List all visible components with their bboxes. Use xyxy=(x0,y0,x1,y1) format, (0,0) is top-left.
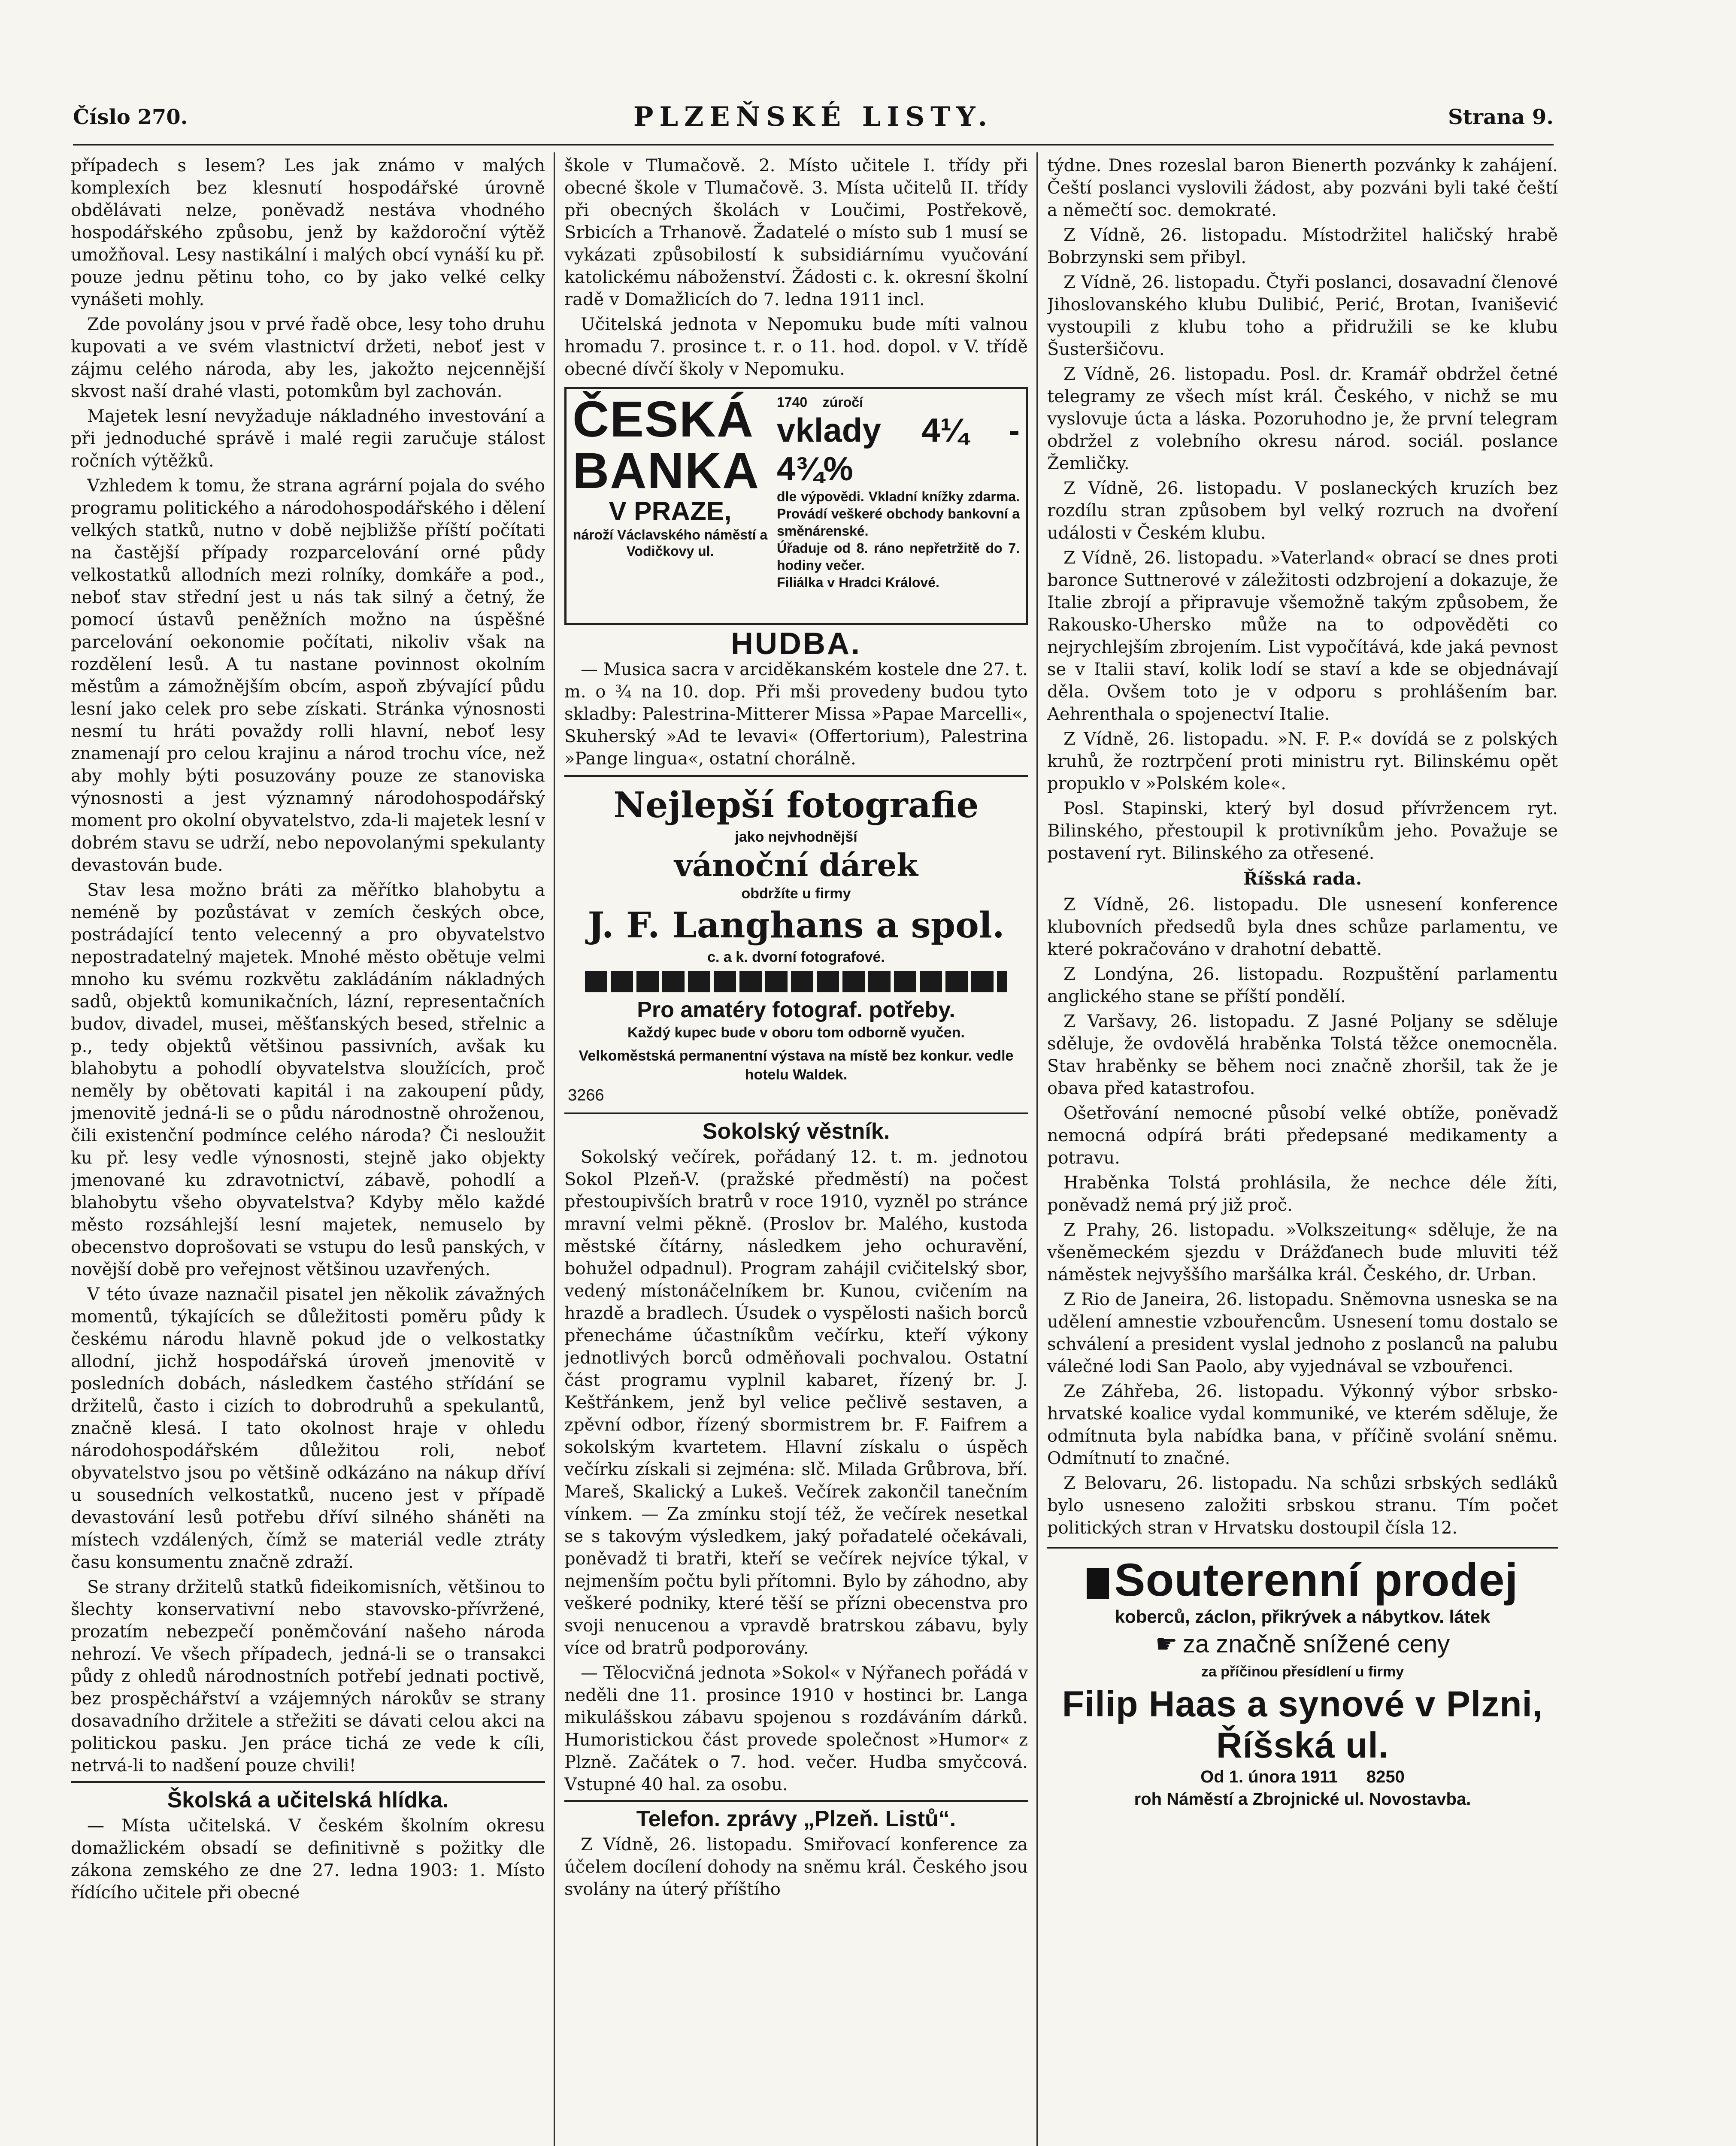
column-divider xyxy=(1036,152,1038,2146)
ad-ceska-banka xyxy=(564,387,1028,625)
sout-corner: roh Náměstí a Zbrojnické ul. Novostavba. xyxy=(1134,1790,1471,1809)
column-1 xyxy=(71,155,545,2146)
column-divider xyxy=(554,152,555,2146)
bank-terms: dle výpovědi. Vkladní knížky zdarma. Provádí veškeré obchody bankovní a směnárenské. xyxy=(777,489,1020,539)
bank-name-1: ČESKÁ xyxy=(573,391,754,448)
section-heading-sokol: Sokolský věstník. xyxy=(702,1119,890,1144)
article-paragraph: Z Rio de Janeira, 26. listopadu. Sněmovna usneska se na udělení amnestie vzbouřencům. Usnesení tomu dostalo se schválení a president vyslal jednoho z poslanců na palubu válečné lodi San Paolo, aby vyjednával se vzbouřenci. xyxy=(1047,1290,1558,1376)
article-paragraph: Se strany držitelů statků fideikomisních, většinou to šlechty konservativní nebo stavovsko-přívržené, prozatím nebezpečí poněmčování našeho národa nehrozí. Ve všech případech, jedná-li se o transakci půdy z ohledů národnostních potřebí jednati poctivě, bez prospěchářství a vzájemných nárokův se strany dosavadního držitele a střežiti se dávati celou akci na politickou pasku. Jen práce tichá ze vede k cíli, netrvá-li to nadšení pouze chvili! xyxy=(71,1577,545,1776)
article-paragraph: Z Varšavy, 26. listopadu. Z Jasné Poljany se sděluje sděluje, že ovdovělá hraběnka Tolstá těžce onemocněla. Stav hraběnky se během noci značně zhoršil, tak že je obava před katastrofou. xyxy=(1047,1012,1558,1098)
header-rule xyxy=(73,144,1554,145)
article-paragraph: Z Prahy, 26. listopadu. »Volkszeitung« sděluje, že na všeněmeckém sjezdu v Drážďanech bude mluviti též náměstek nejvyššího maršálka král. Českého, dr. Urban. xyxy=(1047,1220,1558,1285)
sout-reason: za příčinou přesídlení u firmy xyxy=(1201,1664,1404,1680)
section-rule xyxy=(564,1800,1028,1802)
sout-items: koberců, záclon, přikrývek a nábytkov. látek xyxy=(1115,1606,1491,1627)
photo-ad-line: obdržíte u firmy xyxy=(741,885,851,902)
sout-from: Od 1. února 1911 xyxy=(1200,1767,1338,1786)
sout-firm: Filip Haas a synové v Plzni, Říšská ul. xyxy=(1062,1684,1543,1765)
article-paragraph: škole v Tlumačově. 2. Místo učitele I. třídy při obecné škole v Tlumačově. 3. Místa učitelů II. třídy při obecných školách v Loučimi, Postřekově, Srbicích a Trhanově. Žadatelé o místo sub 1 musí se vykázati způsobilostí k subsidiárnímu vyučování katolickému náboženství. Žádosti c. k. okresní školní radě v Domažlicích do 7. ledna 1911 incl. xyxy=(564,156,1028,309)
column-3 xyxy=(1047,155,1558,2146)
bank-year: 1740 xyxy=(777,394,808,410)
article-paragraph: Učitelská jednota v Nepomuku bude míti valnou hromadu 7. prosince t. r. o 11. hod. dopol. v V. třídě obecné dívčí školy v Nepomuku. xyxy=(564,315,1028,379)
section-heading-skolska: Školská a učitelská hlídka. xyxy=(167,1788,449,1813)
photo-ad-course: Každý kupec bude v oboru tom odborně vyučen. xyxy=(627,1025,965,1041)
article-paragraph: Posl. Stapinski, který byl dosud přívržencem ryt. Bilinského, přestoupil k protivníkům jeho. Považuje se postavení ryt. Bilinského za otřesené. xyxy=(1047,799,1558,863)
photo-ad-gift: vánoční dárek xyxy=(674,847,918,883)
article-paragraph: Zde povolány jsou v prvé řadě obce, lesy toho druhu kupovati a ve svém vlastnictví držeti, neboť jest v zájmu celého národa, aby les, jakožto nejcennější skvost naší drahé vlasti, potomkům byl zachován. xyxy=(71,315,545,401)
ad-number: 8250 xyxy=(1366,1767,1405,1786)
bank-zuroci: zúročí xyxy=(822,394,863,410)
article-paragraph: Vzhledem k tomu, že strana agrární pojala do svého programu politického a národohospodářského i dělení velkých statků, nutno v době nejbližše příští počítati na častější případy rozparcelování orné půdy velkostatků allodních mezi rolníky, domkáře a pod., neboť stav střední jest u nás tak silný a četný, že pomocí ústavů peněžních možno na úspěšné parcelování oekonomie počítati, nikoliv však na rozdělení lesů. A tu nastane povinnost okolním městům a zámožnějším obcím, aspoň zbývající půdu lesní jako celek pro sebe získati. Stránka výnosnosti nesmí tu hráti považdy rolli hlavní, neboť lesy znamenají pro celou krajinu a národ trochu více, než aby mohly býti posuzovány pouze ze stanoviska výnosnosti a jest významný národohospodářský moment pro okolní obyvatelstvo, zda-li majetek lesní v dobrém stavu se udrží, nebo nepovolanými spekulanty devastován bude. xyxy=(71,476,545,875)
bank-name-2: BANKA xyxy=(573,443,760,499)
article-paragraph: — Tělocvičná jednota »Sokol« v Nýřanech pořádá v neděli dne 11. prosince 1910 v hostinci br. Langa mikulášskou zábavu spojenou s rozdáváním dárků. Humoristickou část provede společnost »Humor« z Plzně. Začátek o 7. hod. večer. Hudba smyčcová. Vstupné 40 hal. za osobu. xyxy=(564,1663,1028,1794)
article-paragraph: Z Vídně, 26. listopadu. Dle usnesení konference klubovních předsedů byla dnes schůze parlamentu, ve které pokračováno v drahotní debattě. xyxy=(1047,895,1558,959)
article-paragraph: Z Vídně, 26. listopadu. »N. F. P.« dovídá se z polských kruhů, že roztrpčení proti ministru ryt. Bilinskému opět propuklo v »Polském kole«. xyxy=(1047,729,1558,794)
masthead xyxy=(73,101,1554,148)
bank-hours: Úřaduje od 8. ráno nepřetržitě do 7. hodiny večer. xyxy=(777,540,1020,573)
photo-ad-expo: Velkoměstská permanentní výstava na místě bez konkur. vedle hotelu Waldek. xyxy=(579,1048,1014,1083)
issue-number: Číslo 270. xyxy=(73,105,188,129)
section-rule xyxy=(71,1781,545,1783)
article-paragraph: Z Vídně, 26. listopadu. V poslaneckých kruzích bez rozdílu stran způsobem byl velký rozruch na dvoření události v Českém klubu. xyxy=(1047,479,1558,543)
article-paragraph: Z Vídně, 26. listopadu. Místodržitel haličský hrabě Bobrzynski sem přibyl. xyxy=(1047,225,1558,267)
ad-number: 3266 xyxy=(568,1086,604,1104)
article-paragraph: Z Vídně, 26. listopadu. »Vaterland« obrací se dnes proti baronce Suttnerové v záležitosti odzbrojení a dokazuje, že Italie zbrojí a připravuje všemožně takým způsobem, že Rakousko-Uhersko může na to odpověděti co nejrychlejším zbrojením. List vypočítává, kde jaká pevnost se v Italii staví, kolik lodí se staví a kde se objednávají děla. Ovšem toto je v odporu s prohlášením bar. Aehrenthala o spojenectví Italie. xyxy=(1047,548,1558,724)
page-number: Strana 9. xyxy=(1448,105,1554,129)
article-paragraph: Ošetřování nemocné působí velké obtíže, poněvadž nemocná odpírá bráti předepsané medikamenty a potravu. xyxy=(1047,1103,1558,1168)
ad-langhans-photo xyxy=(564,775,1028,1114)
column-2 xyxy=(564,155,1028,2146)
photo-ad-court: c. a k. dvorní fotografové. xyxy=(707,949,885,965)
bank-city: V PRAZE, xyxy=(609,497,732,526)
newspaper-title: PLZEŇSKÉ LISTY. xyxy=(633,101,994,132)
article-paragraph: případech s lesem? Les jak známo v malých komplexích bez klesnutí hospodářské úrovně obdělávati nelze, poněvadž nestáva vhodného hospodářského způsobu, jenž by každoroční výtěž umožňoval. Lesy nastikální i malých obcí vynáší ku př. pouze jednu pětinu toho, co by jako velké celky vynášeti mohly. xyxy=(71,156,545,309)
ad-souterenni-prodej xyxy=(1047,1547,1558,1816)
bank-address: nároží Václavského náměstí a Vodičkovy ul. xyxy=(573,527,768,559)
section-heading-telefon: Telefon. zprávy „Plzeň. Listů“. xyxy=(636,1807,956,1831)
sout-title: Souterenní prodej xyxy=(1114,1554,1518,1606)
bank-rate: vklady 4¼ - 4¾% xyxy=(777,411,1020,488)
article-paragraph: Stav lesa možno bráti za měřítko blahobytu a neméně by pozůstávat v zemích českých obce, postrádající tento velecenný a pro obyvatelstvo nepostradatelný majetek. Mnohé město obětuje velmi mnoho ku svému rozkvětu zakládáním nákladných sadů, objektů komunikačních, lázní, representačních budov, divadel, musei, měšťanských besed, střelnic a p., tedy objektů většinou passivních, avšak ku blahobytu a pohodlí obyvatelstva sloužících, proč neměly by obětovati kapitál i na zakoupení půdy, jmenovitě jedná-li se o půdu národnostně ohroženou, čili existenční podmínce celého národa? Či nesloužit ku př. lesy vedle výnosnosti, stejně jako objekty jmenované ku zdravotnictví, zábavě, pohodlí a blahobytu všeho obyvatelstva? Kdyby mělo každé město rozsáhlejší lesní majetek, nemuselo by obecenstvo doprošovati se vstupu do lesů panských, v novější době pro veřejnost většinou uzavřených. xyxy=(71,880,545,1279)
article-paragraph: Ze Záhřeba, 26. listopadu. Výkonný výbor srbsko-hrvatské koalice vydal kommuniké, ve kterém sděluje, že odmítnuta byla nabídka bana, v příčině svolání sněmu. Odmítnutí to značné. xyxy=(1047,1382,1558,1468)
article-paragraph: Z Vídně, 26. listopadu. Smiřovací konference za účelem docílení dohody na sněmu král. Českého jsou svolány na úterý příštího xyxy=(564,1835,1028,1899)
article-paragraph: týdne. Dnes rozeslal baron Bienerth pozvánky k zahájení. Čeští poslanci vyslovili žádost, aby pozváni byli také čeští a němečtí soc. demokraté. xyxy=(1047,156,1558,220)
decorative-bar xyxy=(585,971,1007,992)
article-paragraph: — Místa učitelská. V českém školním okresu domažlickém obsadí se definitivně s požitky dle zákona zemského ze dne 27. ledna 1903: 1. Místo řídícího učitele při obecné xyxy=(71,1816,545,1903)
pointing-hand-icon: ☛ xyxy=(1155,1630,1178,1658)
photo-ad-title: Nejlepší fotografie xyxy=(613,785,979,826)
article-paragraph: Z Vídně, 26. listopadu. Čtyři poslanci, dosavadní členové Jihoslovanského klubu Dulibić, Perić, Brotan, Ivanišević vystoupili z klubu toho a přidružili se ke klubu Šusteršičovu. xyxy=(1047,273,1558,359)
article-paragraph: Z Vídně, 26. listopadu. Posl. dr. Kramář obdržel četné telegramy ze všech míst král. Českého, v nichž se mu vyslovuje úcta a láska. Pozoruhodno je, že první telegram obdržel z volebního okresu národ. sociál. poslance Žemličky. xyxy=(1047,364,1558,473)
photo-ad-line: jako nejvhodnější xyxy=(735,829,857,845)
article-paragraph: Z Londýna, 26. listopadu. Rozpuštění parlamentu anglického stane se příští pondělí. xyxy=(1047,964,1558,1006)
article-paragraph: — Musica sacra v arciděkanském kostele dne 27. t. m. o ¾ na 10. dop. Při mši provedeny budou tyto skladby: Palestrina-Mitterer Missa »Papae Marcelli«, Skuherský »Ad te levavi« (Offertorium), Palestrina »Pange lingua«, ostatní chorálně. xyxy=(564,660,1028,769)
article-paragraph: Majetek lesní nevyžaduje nákladného investování a při jednoduché správě i malé regii zaručuje stálost ročních výtěžků. xyxy=(71,406,545,471)
article-paragraph: V této úvaze naznačil pisatel jen několik závažných momentů, týkajících se důležitosti poměru půdy k českému národu hlavně pokud jde o velkostatky allodní, jichž hospodářská úroveň jmenovitě v posledních dobách, následkem častého střídání se držitelů, často i cizích to dobrodruhů a spekulantů, značně klesá. I tato okolnost hraje v ohledu národohospodářském důležitou roli, neboť obyvatelstvo jsou po většině odkázáno na nákup dříví u sousedních velkostatků, nuceno jest v případě devastování lesů potřebu dříví silného sháněti na místech vzdálených, čímž se materiál vedle ztráty času konsumentu značně zdraží. xyxy=(71,1285,545,1572)
article-paragraph: Z Belovaru, 26. listopadu. Na schůzi srbských sedláků bylo usneseno založiti srbskou stranu. Tím počet politických stran v Hrvatsku dostoupil čísla 12. xyxy=(1047,1473,1558,1538)
section-heading-hudba: HUDBA. xyxy=(731,627,861,661)
photo-ad-amateur: Pro amatéry fotograf. potřeby. xyxy=(637,997,955,1022)
section-heading-risska-rada: Říšská rada. xyxy=(1243,869,1362,889)
square-bullet-icon xyxy=(1087,1568,1109,1599)
article-paragraph: Sokolský večírek, pořádaný 12. t. m. jednotou Sokol Plzeň-V. (pražské předměstí) na počest přestoupivších bratrů v roce 1910, vyzněl po stránce mravní velmi pěkně. (Proslov br. Malého, kustoda městské čítárny, následkem jeho ochuravění, bohužel odpadnul). Program zahájil cvičitelský sbor, vedený místonáčelníkem br. Kunou, cvičením na hrazdě a bradlech. Úsudek o vyspělosti našich borců přenecháme účastníkům večírku, kteří výkony jednotlivých borců odměňovali pochvalou. Ostatní část programu vyplnil kabaret, řízený br. J. Keštřánkem, jenž byl velice pečlivě sestaven, a zpěvní odbor, řízený sbormistrem br. F. Faifrem a sokolským kvartetem. Hlavní získalu o úspěch večírku získali si zejména: slč. Milada Grůbrova, bří. Mareš, Skalický a Lukeš. Večírek zakončil tanečním vínkem. — Za zmínku stojí též, že večírek nesetkal se s takovým výsledkem, jaký pořadatelé očekávali, poněvadž ti bratři, kteří se večírek nejvíce týkal, v nejmenším počtu byli přítomni. Bylo by záhodno, aby veškeré podniky, které těší se přízni obecenstva pro svoji nenucenou a vpravdě bratrskou zábavu, byly více od bratrů podporovány. xyxy=(564,1147,1028,1658)
sout-price: za značně snížené ceny xyxy=(1182,1630,1450,1658)
photo-ad-firm: J. F. Langhans a spol. xyxy=(588,905,1005,946)
article-paragraph: Hraběnka Tolstá prohlásila, že nechce déle žíti, poněvadž nemá prý již proč. xyxy=(1047,1173,1558,1215)
bank-branch: Filiálka v Hradci Králové. xyxy=(777,575,939,590)
